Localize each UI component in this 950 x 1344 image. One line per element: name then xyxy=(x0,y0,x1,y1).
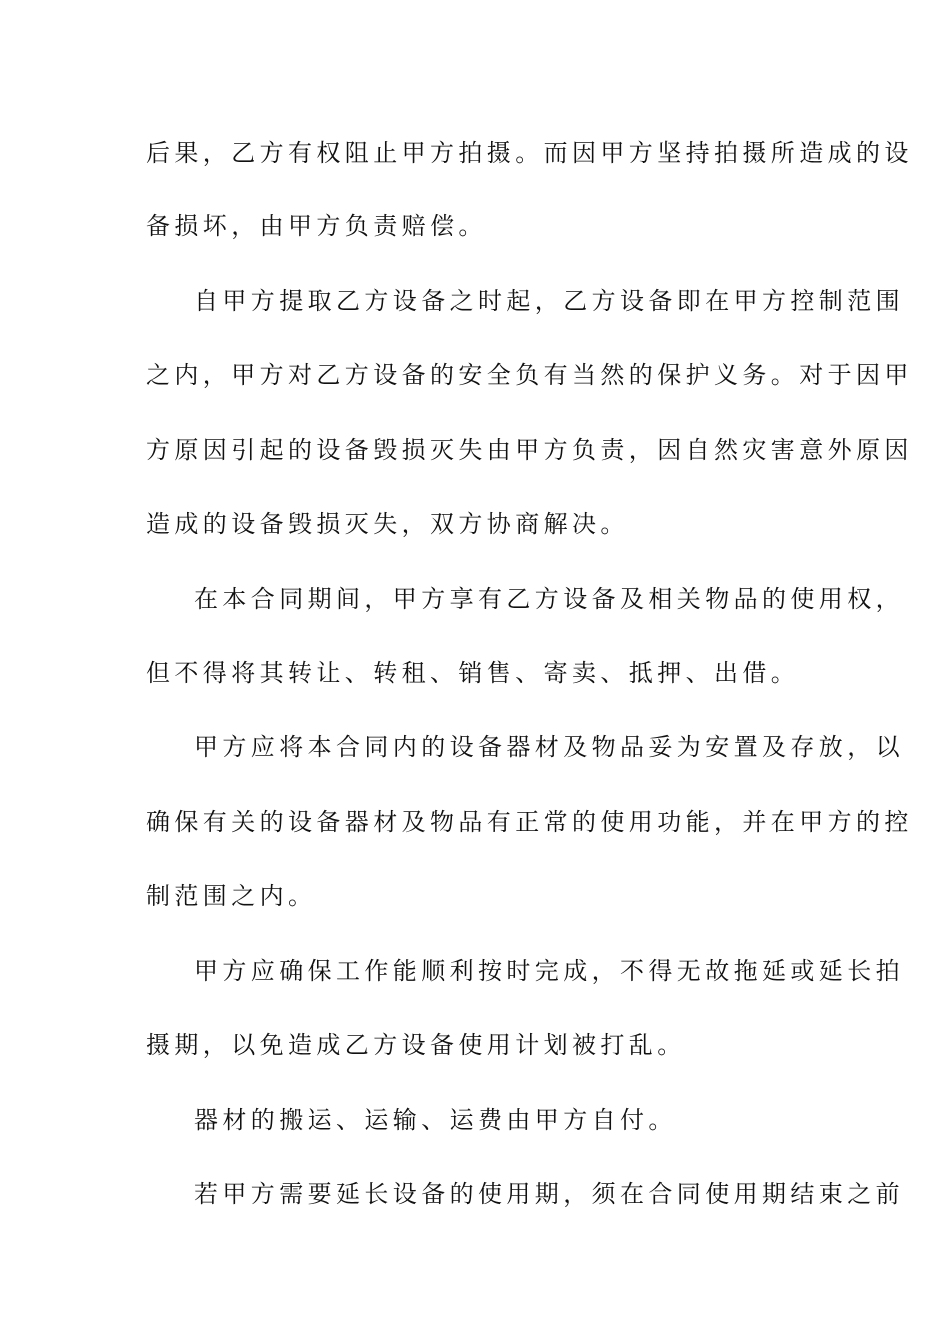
text-line: 摄期，以免造成乙方设备使用计划被打乱。 xyxy=(146,1031,686,1059)
text-line: 方原因引起的设备毁损灭失由甲方负责，因自然灾害意外原因 xyxy=(146,436,913,464)
paragraph-first-line: 自甲方提取乙方设备之时起，乙方设备即在甲方控制范围 xyxy=(194,287,904,315)
text-line: 制范围之内。 xyxy=(146,882,317,910)
text-line: 备损坏，由甲方负责赔偿。 xyxy=(146,212,487,240)
paragraph-first-line: 若甲方需要延长设备的使用期，须在合同使用期结束之前 xyxy=(194,1180,904,1208)
text-line: 造成的设备毁损灭失，双方协商解决。 xyxy=(146,510,629,538)
text-line: 但不得将其转让、转租、销售、寄卖、抵押、出借。 xyxy=(146,659,800,687)
paragraph-first-line: 甲方应将本合同内的设备器材及物品妥为安置及存放，以 xyxy=(194,733,904,761)
paragraph-first-line: 甲方应确保工作能顺利按时完成，不得无故拖延或延长拍 xyxy=(194,957,904,985)
paragraph-first-line: 器材的搬运、运输、运费由甲方自付。 xyxy=(194,1106,677,1134)
text-line: 后果，乙方有权阻止甲方拍摄。而因甲方坚持拍摄所造成的设 xyxy=(146,139,913,167)
paragraph-first-line: 在本合同期间，甲方享有乙方设备及相关物品的使用权， xyxy=(194,585,904,613)
text-line: 确保有关的设备器材及物品有正常的使用功能，并在甲方的控 xyxy=(146,808,913,836)
text-line: 之内，甲方对乙方设备的安全负有当然的保护义务。对于因甲 xyxy=(146,361,913,389)
